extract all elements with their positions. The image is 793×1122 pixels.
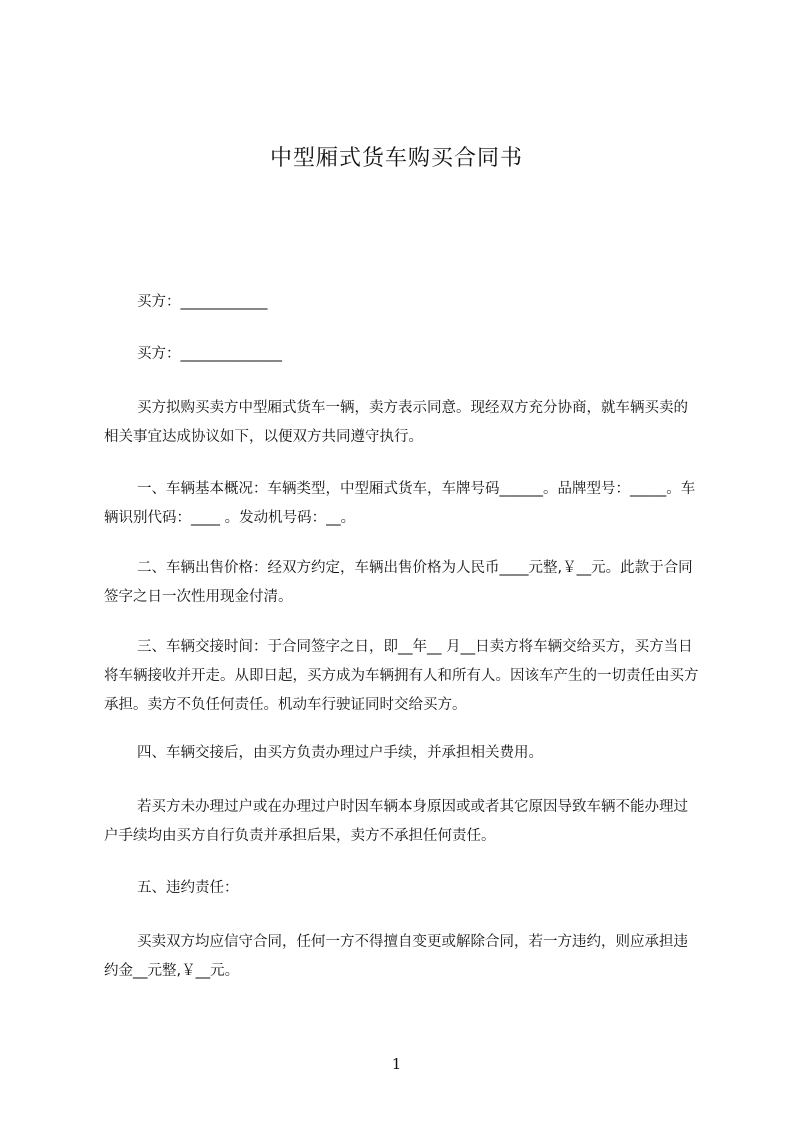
page-number: 1: [391, 1055, 402, 1073]
breach-liability-paragraph: 买卖双方均应信守合同，任何一方不得擅自变更或解除合同，若一方违约，则应承担违约金__元整,￥__元。: [104, 934, 688, 979]
clause-5-breach-heading: 五、违约责任：: [137, 880, 239, 896]
party-line-1: 买方：____________: [137, 294, 268, 310]
document-title: 中型厢式货车购买合同书: [269, 146, 523, 171]
clause-4-transfer: 四、车辆交接后，由买方负责办理过户手续，并承担相关费用。: [137, 745, 543, 761]
intro-paragraph: 买方拟购买卖方中型厢式货车一辆，卖方表示同意。现经双方充分协商，就车辆买卖的相关事宜达成协议如下，以便双方共同遵守执行。: [104, 400, 688, 445]
party-line-2: 买方：______________: [137, 346, 282, 362]
clause-2-sale-price: 二、车辆出售价格：经双方约定，车辆出售价格为人民币____元整,￥__元。此款于合同签字之日一次性用现金付清。: [104, 560, 693, 605]
clause-3-handover-time: 三、车辆交接时间：于合同签字之日，即__年__ 月__日卖方将车辆交给买方，买方当日将车辆接收并开走。从即日起，买方成为车辆拥有人和所有人。因该车产生的一切责任由买方承担。卖方不负任何责任。机动车行驶证同时交给买方。: [104, 639, 699, 713]
transfer-liability-paragraph: 若买方未办理过户或在办理过户时因车辆本身原因或或者其它原因导致车辆不能办理过户手续均由买方自行负责并承担后果，卖方不承担任何责任。: [104, 799, 688, 844]
clause-1-vehicle-overview: 一、车辆基本概况：车辆类型，中型厢式货车，车牌号码______。品牌型号：_____。车辆识别代码：____ 。发动机号码：__。: [104, 481, 696, 526]
